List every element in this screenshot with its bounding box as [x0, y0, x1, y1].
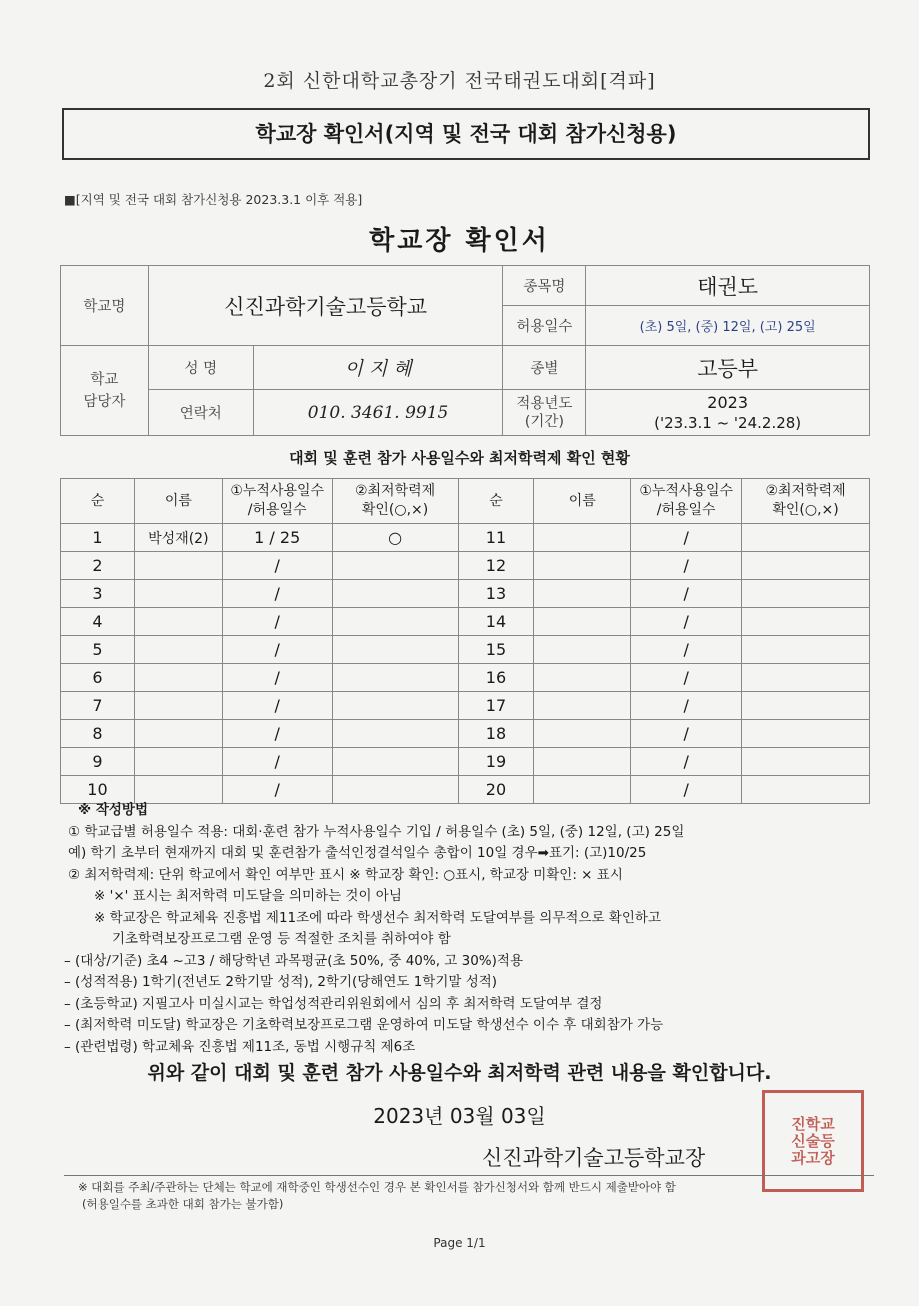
status-table: [60, 478, 870, 804]
cell-days: /: [631, 552, 742, 580]
table-row: [61, 692, 870, 720]
note-line: – (초등학교) 지필고사 미실시교는 학업성적관리위원회에서 심의 후 최저학력 도달여부 결정: [64, 995, 603, 1012]
cell-check: [332, 748, 458, 776]
contact-value: 010. 3461. 9915: [253, 390, 503, 436]
cell-check: [742, 748, 870, 776]
note-line: ※ 학교장은 학교체육 진흥법 제11조에 따라 학생선수 최저학력 도달여부를 의무적으로 확인하고: [94, 909, 661, 926]
note-line: 예) 학기 초부터 현재까지 대회 및 훈련참가 출석인정결석일수 총합이 10일 경우➡표기: (고)10/25: [68, 845, 647, 861]
cell-seq: 19: [458, 748, 534, 776]
cell-check: [742, 720, 870, 748]
table-row: [61, 748, 870, 776]
note-line: 기초학력보장프로그램 운영 등 적절한 조치를 취하여야 함: [112, 931, 451, 947]
cell-days: /: [631, 720, 742, 748]
cell-days: /: [631, 748, 742, 776]
cell-name: [134, 664, 222, 692]
cell-check: [332, 580, 458, 608]
table-row: [61, 580, 870, 608]
table-row: [61, 552, 870, 580]
cell-days: /: [631, 776, 742, 804]
note-line: – (대상/기준) 초4 ~고3 / 해당학년 과목평균(초 50%, 중 40%, 고 30%)적용: [64, 952, 523, 969]
cell-seq: 10: [61, 776, 135, 804]
cell-check: ○: [332, 524, 458, 552]
cell-days: /: [222, 552, 332, 580]
header-days: ①누적사용일수 /허용일수: [631, 479, 742, 524]
year-cell: [586, 390, 870, 436]
name-label: 성 명: [148, 346, 253, 390]
cell-name: [534, 692, 631, 720]
cell-seq: 2: [61, 552, 135, 580]
cell-days: /: [631, 636, 742, 664]
cell-check: [332, 636, 458, 664]
cell-seq: 8: [61, 720, 135, 748]
cell-seq: 15: [458, 636, 534, 664]
school-seal: 진학교 신술등 과고장: [762, 1090, 864, 1192]
cell-days: /: [631, 524, 742, 552]
cell-name: [534, 580, 631, 608]
cell-seq: 18: [458, 720, 534, 748]
cell-name: [134, 692, 222, 720]
cell-name: 박성재(2): [134, 524, 222, 552]
cell-seq: 12: [458, 552, 534, 580]
note-line: ※ 작성방법: [78, 802, 148, 818]
table-row: [61, 664, 870, 692]
contact-label: 연락처: [148, 390, 253, 436]
header-seq: 순: [458, 479, 534, 524]
division-value: 고등부: [586, 346, 870, 390]
cell-check: [742, 552, 870, 580]
note-line: – (관련법령) 학교체육 진흥법 제11조, 동법 시행규칙 제6조: [64, 1038, 416, 1055]
cell-seq: 7: [61, 692, 135, 720]
document-title: 학교장 확인서(지역 및 전국 대회 참가신청용): [62, 108, 870, 160]
cell-check: [332, 720, 458, 748]
instructions: [64, 800, 874, 1058]
school-name: 신진과학기술고등학교: [148, 266, 503, 346]
note-line: ② 최저학력제: 단위 학교에서 확인 여부만 표시 ※ 학교장 확인: ○표시, 학교장 미확인: × 표시: [68, 866, 623, 883]
table-row: [61, 720, 870, 748]
footnote-line: (허용일수를 초과한 대회 참가는 불가함): [82, 1197, 284, 1211]
header-name: 이름: [134, 479, 222, 524]
cell-name: [534, 664, 631, 692]
note-line: – (최저학력 미도달) 학교장은 기초학력보장프로그램 운영하여 미도달 학생선수 이수 후 대회참가 가능: [64, 1017, 664, 1033]
cell-check: [332, 552, 458, 580]
header-check: ②최저학력제 확인(○,×): [332, 479, 458, 524]
cell-name: [534, 636, 631, 664]
cell-name: [134, 720, 222, 748]
allowed-days-value: (초) 5일, (중) 12일, (고) 25일: [586, 306, 870, 346]
cell-check: [332, 664, 458, 692]
status-table-body: [61, 479, 870, 804]
status-header-row: [61, 479, 870, 524]
form-title: 학교장 확인서: [369, 226, 550, 256]
footnote-line: ※ 대회를 주최/주관하는 단체는 학교에 재학중인 학생선수인 경우 본 확인서를 참가신청서와 함께 반드시 제출받아야 함: [78, 1180, 676, 1194]
year-label: 적용년도 (기간): [503, 390, 586, 436]
cell-days: /: [222, 608, 332, 636]
cell-seq: 16: [458, 664, 534, 692]
cell-days: /: [631, 580, 742, 608]
cell-name: [534, 552, 631, 580]
applies-note: ■[지역 및 전국 대회 참가신청용 2023.3.1 이후 적용]: [64, 192, 363, 207]
cell-name: [134, 748, 222, 776]
header-name: 이름: [534, 479, 631, 524]
cell-name: [534, 608, 631, 636]
school-label: 학교명: [61, 266, 149, 346]
cell-name: [134, 580, 222, 608]
cell-days: 1 / 25: [222, 524, 332, 552]
confirmation-statement: 위와 같이 대회 및 훈련 참가 사용일수와 최저학력 관련 내용을 확인합니다.: [147, 1062, 772, 1084]
cell-name: [534, 748, 631, 776]
cell-name: [134, 608, 222, 636]
note-line: ※ '×' 표시는 최저학력 미도달을 의미하는 것이 아님: [94, 888, 402, 904]
footnote: [78, 1179, 878, 1213]
period-value: ('23.3.1 ~ '24.2.28): [654, 413, 802, 432]
cell-days: /: [222, 636, 332, 664]
note-line: – (성적적용) 1학기(전년도 2학기말 성적), 2학기(당해연도 1학기말 성적): [64, 974, 498, 990]
cell-days: /: [222, 580, 332, 608]
cell-check: [332, 608, 458, 636]
cell-seq: 17: [458, 692, 534, 720]
cell-check: [742, 608, 870, 636]
division-label: 종별: [503, 346, 586, 390]
table-row: [61, 524, 870, 552]
table-row: [61, 608, 870, 636]
cell-days: /: [631, 608, 742, 636]
cell-seq: 13: [458, 580, 534, 608]
cell-name: [134, 552, 222, 580]
cell-days: /: [222, 664, 332, 692]
cell-seq: 3: [61, 580, 135, 608]
cell-check: [742, 664, 870, 692]
name-value: 이 지 혜: [253, 346, 503, 390]
cell-seq: 14: [458, 608, 534, 636]
cell-name: [134, 636, 222, 664]
cell-check: [742, 524, 870, 552]
cell-days: /: [222, 720, 332, 748]
cell-seq: 6: [61, 664, 135, 692]
cell-name: [534, 524, 631, 552]
cell-name: [534, 720, 631, 748]
cell-seq: 4: [61, 608, 135, 636]
date: 2023년 03월 03일: [373, 1104, 546, 1128]
cell-seq: 11: [458, 524, 534, 552]
cell-seq: 20: [458, 776, 534, 804]
page-number: Page 1/1: [433, 1236, 486, 1250]
year-value: 2023: [707, 392, 749, 412]
header-seq: 순: [61, 479, 135, 524]
cell-seq: 5: [61, 636, 135, 664]
manager-label: 학교 담당자: [61, 346, 149, 436]
note-line: ① 학교급별 허용일수 적용: 대회·훈련 참가 누적사용일수 기입 / 허용일수 (초) 5일, (중) 12일, (고) 25일: [68, 823, 685, 840]
header-days: ①누적사용일수 /허용일수: [222, 479, 332, 524]
cell-check: [742, 580, 870, 608]
cell-days: /: [631, 664, 742, 692]
cell-check: [742, 692, 870, 720]
cell-days: /: [631, 692, 742, 720]
table-row: [61, 636, 870, 664]
info-table: [60, 265, 870, 436]
signatory: 신진과학기술고등학교장: [482, 1146, 706, 1170]
cell-days: /: [222, 748, 332, 776]
cell-seq: 9: [61, 748, 135, 776]
divider: [64, 1175, 874, 1176]
allowed-days-label: 허용일수: [503, 306, 586, 346]
cell-days: /: [222, 692, 332, 720]
cell-check: [332, 692, 458, 720]
event-label: 종목명: [503, 266, 586, 306]
cell-check: [742, 636, 870, 664]
status-title: 대회 및 훈련 참가 사용일수와 최저학력제 확인 현황: [289, 449, 630, 467]
cell-seq: 1: [61, 524, 135, 552]
cell-days: /: [222, 776, 332, 804]
event-value: 태권도: [586, 266, 870, 306]
event-title: 2회 신한대학교총장기 전국태권도대회[격파]: [263, 70, 656, 92]
header-check: ②최저학력제 확인(○,×): [742, 479, 870, 524]
